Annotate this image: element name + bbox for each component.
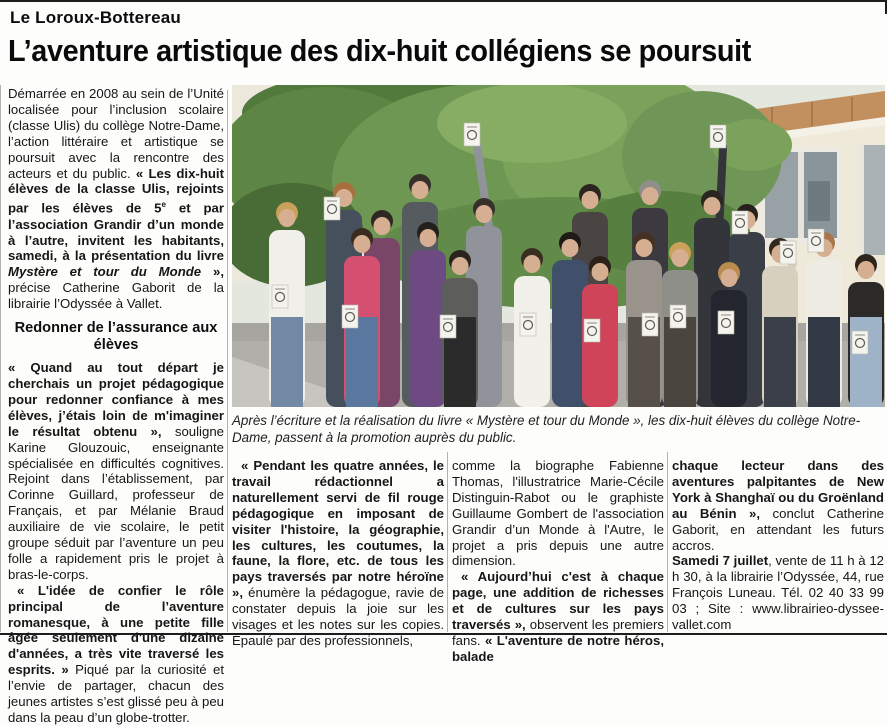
book bbox=[324, 197, 340, 220]
paragraph: comme la biographe Fabienne Thomas, l'illustratrice Marie-Cécile Distinguin-Rabot ou le graphiste Guillaume Gombert de l'association Grandir d’un Monde à l'Autre, le projet a pris depuis une autre dimension. bbox=[452, 458, 664, 569]
column-rule bbox=[227, 90, 228, 632]
book bbox=[464, 123, 480, 146]
book bbox=[440, 315, 456, 338]
headline-text: L’aventure artistique des dix-huit collégiens se poursuit bbox=[8, 33, 751, 68]
column-rule bbox=[447, 452, 448, 632]
photo-illustration bbox=[232, 85, 885, 407]
book bbox=[710, 125, 726, 148]
book bbox=[342, 305, 358, 328]
book bbox=[718, 311, 734, 334]
book bbox=[520, 313, 536, 336]
paragraph: « Pendant les quatre années, le travail rédactionnel a naturellement servi de fil rouge pédagogique en imposant de visiter l'histoire, la géographie, les cultures, les coutumes, la faune, la flore, etc. de tous les pays traversés par notre héroïne », énumère la pédagogue, ravie de constater depuis la joie sur les visages et les notes sur les copies. Épaulé par des professionnels, bbox=[232, 458, 444, 648]
left-column bbox=[8, 86, 224, 726]
paragraph: « Aujourd’hui c'est à chaque page, une addition de richesses et de cultures sur les pays traversés », observent les premiers fans. « L'aventure de notre héros, balade bbox=[452, 569, 664, 664]
bottom-column-2 bbox=[452, 458, 664, 665]
paragraph: « Quand au tout départ je cherchais un projet pédagogique pour redonner confiance à mes élèves, j’étais loin de m'imaginer le résultat obtenu », souligne Karine Glouzouic, enseignante spécialisée en difficultés cognitives. Rejoint dans l’établissement, par Corinne Guillard, professeur de Français, et par Mélanie Braud auxiliaire de vie scolaire, le petit groupe séduit par l’aventure un peu folle a rapidement pris le projet à bras-le-corps. bbox=[8, 360, 224, 582]
kicker: Le Loroux-Bottereau bbox=[10, 8, 181, 27]
person bbox=[269, 202, 305, 407]
book bbox=[780, 241, 796, 264]
paragraph: Démarrée en 2008 au sein de l’Unité localisée pour l’inclusion scolaire (classe Ulis) du collège Notre-Dame, l’action littéraire et artistique se poursuit avec la rencontre des acteurs et du public. « Les dix-huit élèves de la classe Ulis, rejoints par les élèves de 5e et par l’association Grandir d’un monde à l’autre, invitent les habitants, samedi, à la présentation du livre Mystère et tour du Monde », précise Catherine Gaborit de la librairie l’Odyssée à Vallet. bbox=[8, 86, 224, 312]
book bbox=[670, 305, 686, 328]
photo-caption: Après l’écriture et la réalisation du livre « Mystère et tour du Monde », les dix-huit élèves du collège Notre-Dame, passent à la promotion auprès du public. bbox=[232, 413, 861, 445]
book bbox=[272, 285, 288, 308]
paragraph: Samedi 7 juillet, vente de 11 h à 12 h 30, à la librairie l’Odyssée, 44, rue François Luneau. Tél. 02 40 33 99 03 ; Site : www.librairieo-dyssee-vallet.com bbox=[672, 553, 884, 633]
bottom-column-1 bbox=[232, 458, 444, 649]
book bbox=[642, 313, 658, 336]
top-rule bbox=[0, 0, 887, 2]
book bbox=[852, 331, 868, 354]
book bbox=[808, 229, 824, 252]
book bbox=[732, 211, 748, 234]
paragraph: « L'idée de confier le rôle principal de l’aventure romanesque, à une petite fille âgée seulement d'une dizaine d'années, a très vite traversé les esprits. » Piqué par la curiosité et l’envie de partager, chacun des jeunes artistes s’est glissé peu à peu dans la peau d’un globe-trotter. bbox=[8, 582, 224, 726]
window-right-edge bbox=[859, 143, 885, 257]
headline bbox=[8, 33, 807, 69]
column-rule bbox=[667, 452, 668, 632]
bottom-column-3 bbox=[672, 458, 884, 633]
article-photo bbox=[232, 85, 885, 407]
subheading: Redonner de l’assurance aux élèves bbox=[14, 320, 218, 353]
paragraph: chaque lecteur dans des aventures palpitantes de New York à Shanghaï ou du Groënland au Bénin », conclut Catherine Gaborit, en attendant les futurs accros. bbox=[672, 458, 884, 553]
left-edge-rule bbox=[0, 85, 1, 632]
book bbox=[584, 319, 600, 342]
